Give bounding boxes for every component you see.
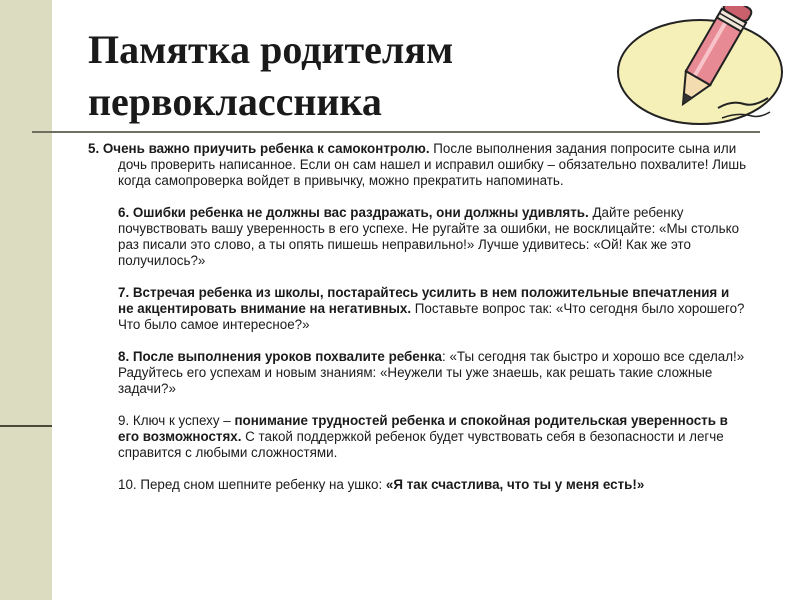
side-band (0, 0, 52, 600)
memo-item-5 (88, 141, 748, 189)
title-line-1: Памятка родителям (88, 27, 454, 72)
memo-item-7 (88, 285, 748, 333)
memo-item-9 (88, 413, 748, 461)
memo-item-6-text: Дайте ребенку почувствовать вашу уверенность в его успехе. Не ругайте за ошибки, не восклицайте: «Мы столько раз писали это слово, а ты опять пишешь неправильно!» Лучше удивитесь: «Ой! Как же это получилось?» (118, 205, 740, 268)
memo-item-8 (88, 349, 748, 397)
pencil-writing-icon (600, 6, 790, 136)
memo-item-9-text: С такой поддержкой ребенок будет чувствовать себя в безопасности и легче справится с любыми сложностями. (118, 429, 724, 460)
memo-item-10-text: 10. Перед сном шепните ребенку на ушко: (118, 477, 386, 492)
memo-item-7-heading: 7. Встречая ребенка из школы, постарайтесь усилить в нем положительные впечатления и не акцентировать внимание на негативных. (118, 285, 730, 316)
memo-item-8-text: : «Ты сегодня так быстро и хорошо все сделал!» Радуйтесь его успехам и новым знаниям: «Неужели ты уже знаешь, как решать такие сложные задачи?» (118, 349, 745, 396)
memo-item-10 (88, 477, 748, 493)
memo-item-5-text: После выполнения задания попросите сына или дочь проверить написанное. Если он сам нашел и исправил ошибку – обязательно похвалите! Лишь когда самопроверка войдет в привычку, можно прекратить напоминать. (118, 141, 747, 188)
memo-item-6-heading: 6. Ошибки ребенка не должны вас раздражать, они должны удивлять. (118, 205, 589, 220)
page-title (88, 24, 608, 128)
side-divider (0, 425, 52, 427)
memo-item-9-lead: 9. Ключ к успеху – (118, 413, 235, 428)
memo-item-5-heading: 5. Очень важно приучить ребенка к самоконтролю. (88, 141, 430, 156)
title-line-2: первоклассника (88, 79, 382, 124)
memo-content (88, 141, 748, 509)
memo-item-7-text: Поставьте вопрос так: «Что сегодня было хорошего? Что было самое интересное?» (118, 301, 745, 332)
memo-item-9-heading: понимание трудностей ребенка и спокойная родительская уверенность в его возможностях. (118, 413, 728, 444)
memo-item-6 (88, 205, 748, 269)
memo-item-8-heading: 8. После выполнения уроков похвалите ребенка (118, 349, 442, 364)
memo-item-10-quote: «Я так счастлива, что ты у меня есть!» (385, 477, 645, 492)
